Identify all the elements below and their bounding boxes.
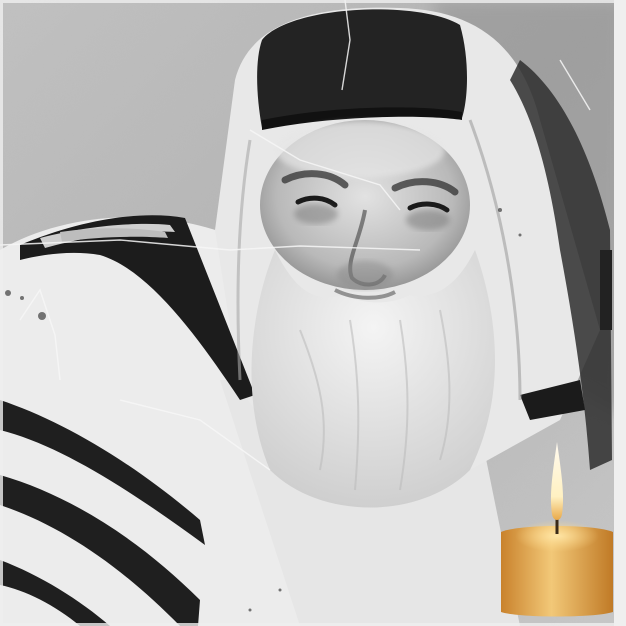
memorial-candle-icon bbox=[499, 440, 615, 618]
candle-wick bbox=[556, 518, 559, 534]
candle-flame bbox=[551, 442, 563, 520]
